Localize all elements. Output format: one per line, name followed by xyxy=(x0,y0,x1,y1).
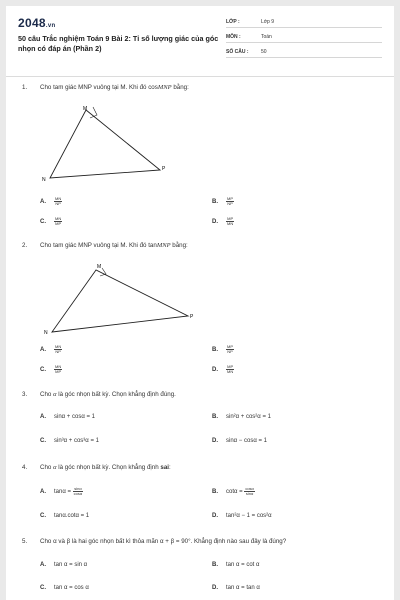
vertex-label-n: N xyxy=(44,330,48,336)
vertex-label-n: N xyxy=(42,177,46,183)
question-number: 4. xyxy=(22,464,28,471)
option-c[interactable]: C. tan α = cos α xyxy=(40,585,89,591)
site-logo: 2048.vn xyxy=(18,16,56,30)
option-c[interactable]: C. tanα.cotα = 1 xyxy=(40,513,90,519)
option-a[interactable]: A. tanα = $\frac{\sin\alpha}{\cos\alpha}$ xyxy=(40,486,83,496)
question-text: Cho tam giác MNP vuông tại M. Khi đó cosMNP bằng: xyxy=(40,84,189,91)
option-d[interactable]: D. tan²α − 1 = cos²α xyxy=(212,513,272,519)
option-a[interactable]: A. tan α = sin α xyxy=(40,562,88,568)
option-d[interactable]: D. sinα − cosα = 1 xyxy=(212,438,267,444)
triangle-figure xyxy=(40,104,170,184)
meta-grade: LỚP : Lớp 9 xyxy=(226,18,382,28)
option-b[interactable]: B. $\frac{MP}{NP}$ xyxy=(212,344,233,354)
option-d[interactable]: D. $\frac{MP}{MN}$ xyxy=(212,216,234,226)
option-a[interactable]: A. $\frac{MN}{NP}$ xyxy=(40,344,62,354)
option-b[interactable]: B. tan α = cot α xyxy=(212,562,260,568)
question-text: Cho α là góc nhọn bất kỳ. Chọn khẳng định sai: xyxy=(40,464,171,471)
option-a[interactable]: A. $\frac{MN}{NP}$ xyxy=(40,196,62,206)
option-b[interactable]: B. cotα = $\frac{\cos\alpha}{\sin\alpha}$ xyxy=(212,486,254,496)
vertex-label-m: M xyxy=(83,106,88,112)
meta-subject: MÔN : Toán xyxy=(226,33,382,43)
option-d[interactable]: D. $\frac{MP}{MN}$ xyxy=(212,364,234,374)
triangle-figure xyxy=(40,256,210,336)
vertex-label-p: P xyxy=(190,314,194,320)
header-divider xyxy=(6,76,394,77)
worksheet-header xyxy=(6,6,394,74)
option-b[interactable]: B. sin²α + cos²α = 1 xyxy=(212,414,271,420)
question-number: 2. xyxy=(22,242,28,249)
question-number: 1. xyxy=(22,84,28,91)
option-d[interactable]: D. tan α = tan α xyxy=(212,585,260,591)
option-a[interactable]: A. sinα + cosα = 1 xyxy=(40,414,95,420)
meta-question-count: SỐ CÂU : 50 xyxy=(226,48,382,58)
option-b[interactable]: B. $\frac{MP}{NP}$ xyxy=(212,196,233,206)
question-number: 5. xyxy=(22,538,28,545)
worksheet-page xyxy=(6,6,394,600)
worksheet-title: 50 câu Trắc nghiệm Toán 9 Bài 2: Tỉ số lượng giác của góc nhọn có đáp án (Phần 2) xyxy=(18,34,219,53)
question-text: Cho α là góc nhọn bất kỳ. Chọn khẳng định đúng. xyxy=(40,391,176,398)
vertex-label-m: M xyxy=(97,264,102,270)
option-c[interactable]: C. $\frac{MN}{MP}$ xyxy=(40,364,62,374)
question-text: Cho tam giác MNP vuông tại M. Khi đó tanMNP bằng: xyxy=(40,242,188,249)
option-c[interactable]: C. $\frac{MN}{MP}$ xyxy=(40,216,62,226)
vertex-label-p: P xyxy=(162,166,166,172)
question-number: 3. xyxy=(22,391,28,398)
question-text: Cho α và β là hai góc nhọn bất kì thỏa mãn α + β = 90°. Khẳng định nào sau đây là đúng? xyxy=(40,538,287,545)
option-c[interactable]: C. sin³α + cos³α = 1 xyxy=(40,438,99,444)
